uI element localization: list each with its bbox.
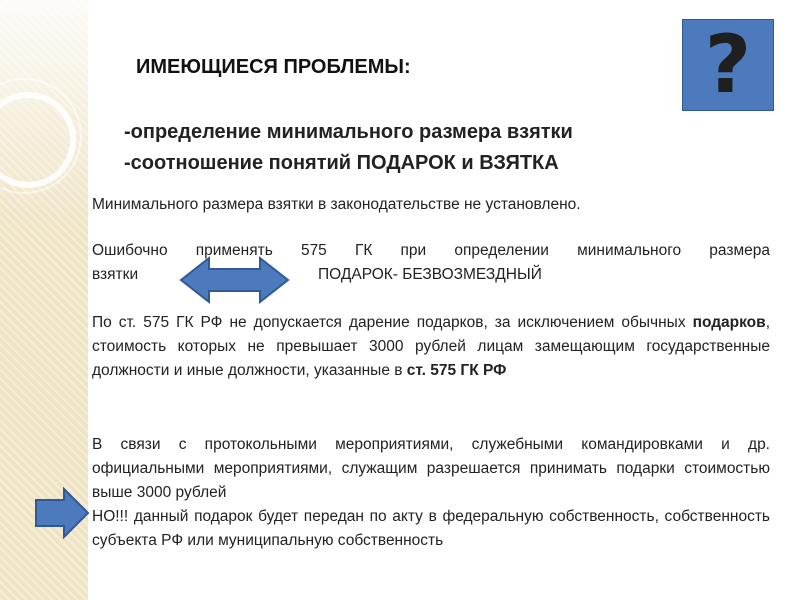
paragraph-protocol-events: В связи с протокольными мероприятиями, служебными командировками и др. официальными мероприятиями, служащим разрешается принимать подарки стоимостью выше 3000 рублей xyxy=(92,436,770,501)
paragraph-error-line: Ошибочно применять 575 ГК при определении минимального размера xyxy=(92,242,770,259)
question-mark-icon xyxy=(682,19,774,111)
double-arrow-icon xyxy=(179,255,290,305)
problem-item-1: -определение минимального размера взятки xyxy=(124,121,573,143)
article-text-middle: , стоимость которых не превышает 3000 рублей лицам замещающим государственные должности и иные должности, указанные в xyxy=(92,314,770,379)
paragraph-but-note: НО!!! данный подарок будет передан по акту в федеральную собственность, собственность субъекта РФ или муниципальную собственность xyxy=(92,508,770,549)
problem-item-2: -соотношение понятий ПОДАРОК и ВЗЯТКА xyxy=(124,152,559,174)
article-text-before: По ст. 575 ГК РФ не допускается дарение подарков, за исключением обычных xyxy=(92,314,693,331)
right-arrow-icon xyxy=(34,487,90,539)
slide-title: ИМЕЮЩИЕСЯ ПРОБЛЕМЫ: xyxy=(136,56,411,78)
article-ref-bold: ст. 575 ГК РФ xyxy=(406,362,507,379)
gift-label: ПОДАРОК- БЕЗВОЗМЕЗДНЫЙ xyxy=(318,266,542,283)
question-mark-glyph: ? xyxy=(704,18,752,111)
paragraph-min-size: Минимального размера взятки в законодательстве не установлено. xyxy=(92,196,581,213)
paragraph-article-575 xyxy=(92,311,770,383)
bribe-label: взятки xyxy=(92,266,139,283)
gifts-bold: подарков xyxy=(692,314,766,331)
